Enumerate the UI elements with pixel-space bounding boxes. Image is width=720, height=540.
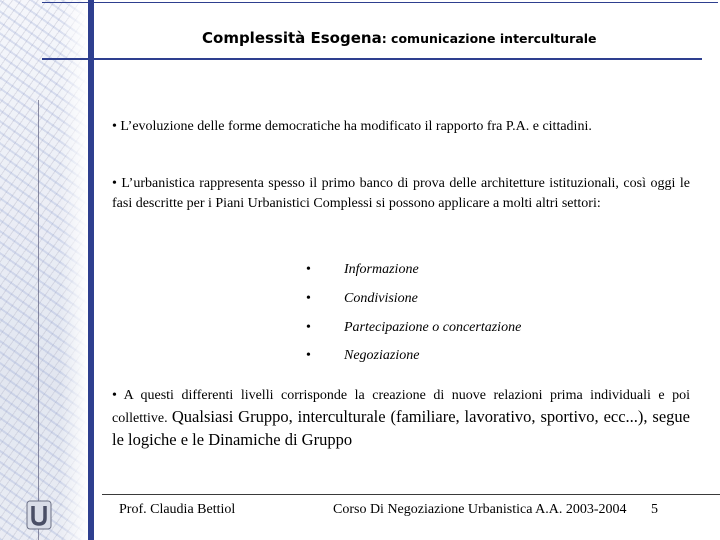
paragraph-group-dynamics [112, 386, 690, 452]
list-item-label: Condivisione [344, 290, 418, 306]
title-subtitle: : comunicazione interculturale [381, 31, 597, 46]
accent-vertical-bar [88, 0, 94, 540]
title-underline [42, 58, 702, 60]
university-logo-icon [26, 500, 52, 530]
page-number: 5 [651, 502, 658, 517]
bullet-dot: • [306, 262, 311, 277]
paragraph-group-dynamics-intro: • A questi differenti livelli corrisponde la creazione di nuove relazioni prima individuali e poi collettive. [112, 388, 690, 426]
list-item [306, 291, 521, 320]
bullet-dot: • [306, 319, 311, 335]
bullet-dot: • [306, 290, 311, 306]
left-divider-line [38, 100, 39, 540]
footer-rule [102, 494, 720, 495]
list-item-label: Partecipazione o concertazione [344, 319, 522, 335]
top-rule [42, 2, 718, 3]
phases-list [306, 262, 521, 377]
footer-author: Prof. Claudia Bettiol [119, 502, 236, 517]
bullet-dot: • [306, 348, 311, 364]
paragraph-group-dynamics-emphasis: Qualsiasi Gruppo, interculturale (familiare, lavorativo, sportivo, ecc...), segue le logiche e le Dinamiche di Gruppo [112, 407, 691, 449]
list-item [306, 320, 521, 349]
footer-course: Corso Di Negoziazione Urbanistica A.A. 2003-2004 [333, 502, 627, 517]
title-main: Complessità Esogena [202, 29, 382, 47]
list-item [306, 348, 521, 377]
list-item [306, 262, 521, 291]
list-item-label: Informazione [344, 262, 419, 277]
slide-title [202, 29, 597, 47]
map-fade [60, 0, 88, 540]
paragraph-democratic-forms: • L’evoluzione delle forme democratiche ha modificato il rapporto fra P.A. e cittadini. [112, 119, 592, 134]
paragraph-urban-planning: • L’urbanistica rappresenta spesso il primo banco di prova delle architetture istituzionali, così oggi le fasi descritte per i Piani Urbanistici Complessi si possono applicare a molti altri settori: [112, 176, 690, 211]
list-item-label: Negoziazione [344, 348, 420, 364]
